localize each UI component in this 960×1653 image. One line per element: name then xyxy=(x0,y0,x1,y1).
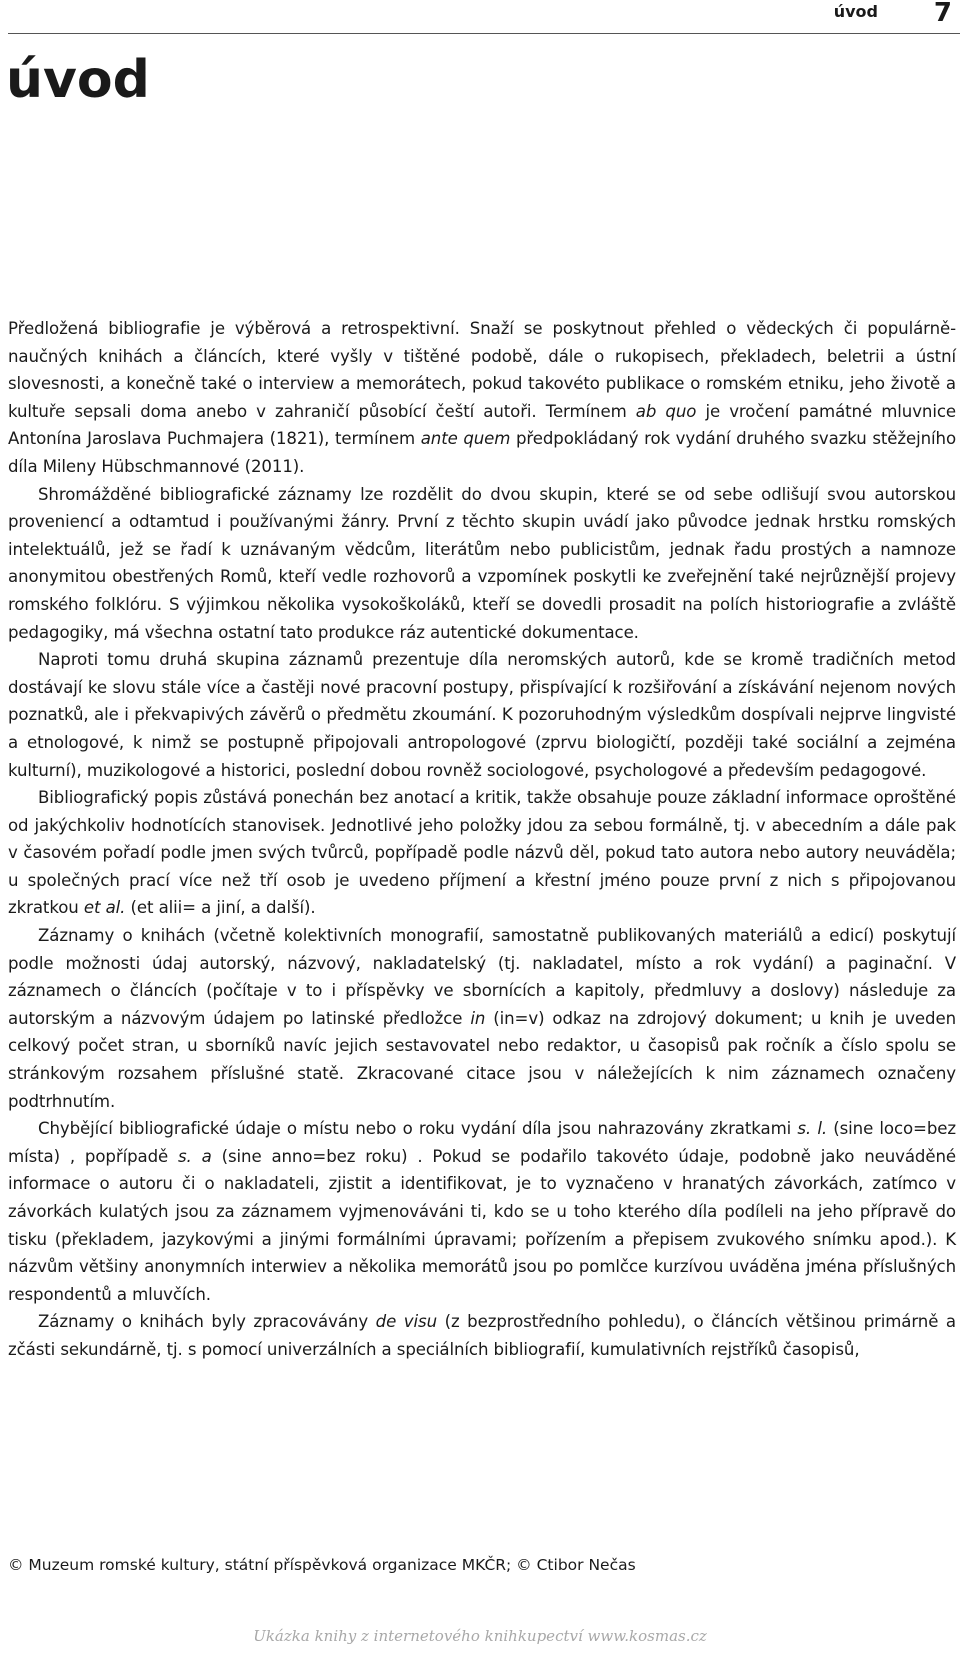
header-rule xyxy=(8,33,960,34)
text-run: předpokládaný rok vydání druhého svazku stěžejního díla Mileny Hübschmannové (2011). xyxy=(8,429,957,476)
italic-term: in xyxy=(470,1008,486,1028)
text-run: (z bezprostředního pohledu), o článcích většinou primárně a zčásti sekundárně, tj. s pomocí univerzálních a speciálních bibliografií, kumulativních rejstříků časopisů, xyxy=(8,1312,957,1359)
text-run: Bibliografický popis zůstává ponechán bez anotací a kritik, takže obsahuje pouze základní informace oproštěné od jakýchkoliv hodnotících stanovisek. Jednotlivé jeho položky jdou za sebou formálně, tj. v abecedním a dále pak v časovém pořadí podle jmen svých tvůrců, popřípadě podle názvů děl, pokud tato autora nebo autory neuváděla; u společných prací více než tří osob je uvedeno příjmení a křestní jméno pouze první z nich s připojovanou zkratkou xyxy=(8,788,956,918)
text-run: (et alii= a jiní, a další). xyxy=(125,898,316,918)
text-run: je vročení památné mluvnice Antonína Jaroslava Puchmajera (1821), termínem xyxy=(8,401,956,449)
chapter-title: úvod xyxy=(6,50,150,110)
italic-term: s. l. xyxy=(797,1119,828,1139)
text-run: Shromážděné bibliografické záznamy lze rozdělit do dvou skupin, které se od sebe odlišují svou autorskou proveniencí a odtamtud i používanými žánry. První z těchto skupin uvádí jako původce jednak hrstku romských intelektuálů, jež se řadí k uznávaným vědcům, literátům nebo publicistům, jednak řadu prostých a namnoze anonymitou obestřených Romů, kteří vedle rozhovorů a vzpomínek poskytli ke zveřejnění také nejrůznější projevy romského folklóru. S výjimkou několika vysokoškoláků, kteří se dovedli prosadit na polích historiografie a zvláště pedagogiky, má všechna ostatní tato produkce ráz autentické dokumentace. xyxy=(8,484,956,642)
italic-term: s. a xyxy=(178,1146,212,1166)
watermark-text: Ukázka knihy z internetového knihkupectví www.kosmas.cz xyxy=(253,1627,707,1645)
italic-term: ante quem xyxy=(420,429,511,449)
text-run: Chybějící bibliografické údaje o místu nebo o roku vydání díla jsou nahrazovány zkratkami xyxy=(38,1119,798,1139)
text-run: Záznamy o knihách byly zpracovávány xyxy=(38,1312,376,1332)
text-run: (sine loco=bez místa) , popřípadě xyxy=(8,1119,957,1166)
text-run: (in=v) odkaz na zdrojový dokument; u knih je uveden celkový počet stran, u sborníků navíc jejich sestavovatel nebo redaktor, u časopisů pak ročník a číslo spolu se stránkovým rozsahem příslušné statě. Zkracované citace jsou v náležejících k nim záznamech označeny podtrhnutím. xyxy=(8,1008,956,1111)
text-run: (sine anno=bez roku) . Pokud se podařilo takovéto údaje, podobně jako neuváděné informace o autoru či o nakladateli, zjistit a identifikovat, je to vyznačeno v hranatých závorkách, zatímco v závorkách kulatých jsou za záznamem vyjmenováváni ti, kdo se u toho kterého díla podíleli na jeho přípravě do tisku (překladem, jazykovými a jinými formálními úpravami; pořízením a přepisem zvukového snímku apod.). K názvům většiny anonymních interwiev a několika memorátů jsou po pomlčce kurzívou uváděna jména příslušných respondentů a mluvčích. xyxy=(8,1146,956,1304)
paragraph xyxy=(8,1115,956,1308)
copyright-notice: © Muzeum romské kultury, státní příspěvková organizace MKČR; © Ctibor Nečas xyxy=(8,1556,636,1574)
running-header xyxy=(0,0,960,30)
italic-term: ab quo xyxy=(635,401,697,421)
italic-term: et al. xyxy=(83,898,126,918)
page-number: 7 xyxy=(933,0,952,28)
paragraph xyxy=(8,1308,956,1363)
text-run: Záznamy o knihách (včetně kolektivních monografií, samostatně publikovaných materiálů a edicí) poskytují podle možnosti údaj autorský, názvový, nakladatelský (tj. nakladatel, místo a rok vydání) a paginační. V záznamech o článcích (počítaje v to i příspěvky ve sbornících a kapitoly, předmluvy a doslovy) následuje za autorským a názvovým údajem po latinské předložce xyxy=(8,926,956,1028)
italic-term: de visu xyxy=(375,1312,437,1332)
paragraph xyxy=(8,922,956,1115)
text-run: Naproti tomu druhá skupina záznamů prezentuje díla neromských autorů, kde se kromě tradičních metod dostávají ke slovu stále více a častěji nové pracovní postupy, přispívající k rozšiřování a získávání nejenom nových poznatků, ale i překvapivých závěrů o předmětu zkoumání. K pozoruhodným výsledkům dospívali nejprve lingvisté a etnologové, k nimž se postupně připojovali antropologové (zprvu biologičtí, později také sociální a zejména kulturní), muzikologové a historici, poslední dobou rovněž sociologové, psychologové a především pedagogové. xyxy=(8,650,956,780)
paragraph xyxy=(8,784,956,922)
text-run: Předložená bibliografie je výběrová a retrospektivní. Snaží se poskytnout přehled o vědeckých či populárně-naučných knihách a článcích, které vyšly v tištěné podobě, dále o rukopisech, překladech, beletrii a ústní slovesnosti, a konečně také o interview a memorátech, pokud takovéto publikace o romském etniku, jeho životě a kultuře sepsali doma anebo v zahraničí působící čeští autoři. Termínem xyxy=(8,319,956,421)
paragraph xyxy=(8,315,956,481)
body-text xyxy=(8,315,956,1364)
paragraph xyxy=(8,646,956,784)
running-head-section: úvod xyxy=(833,2,878,21)
paragraph xyxy=(8,481,956,647)
